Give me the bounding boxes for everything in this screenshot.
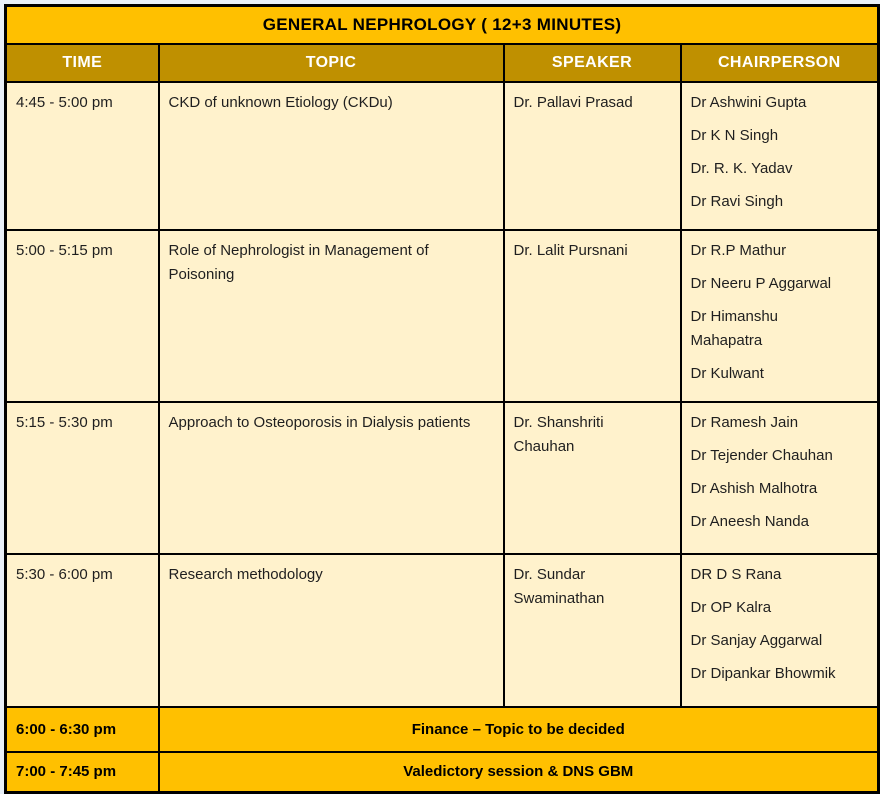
chairperson-name: Dr Tejender Chauhan xyxy=(690,446,833,464)
time-cell: 4:45 - 5:00 pm xyxy=(6,82,159,230)
session-row xyxy=(6,554,879,707)
title-row xyxy=(6,6,879,44)
footer-label: Valedictory session & DNS GBM xyxy=(159,752,879,793)
chairperson-name: Dr Ramesh Jain xyxy=(690,413,799,431)
chairperson-name: Dr OP Kalra xyxy=(690,598,772,616)
topic-cell: Role of Nephrologist in Management of Poisoning xyxy=(159,230,504,402)
chairperson-name: Dr K N Singh xyxy=(690,126,779,144)
topic-cell: Approach to Osteoporosis in Dialysis patients xyxy=(159,402,504,554)
session-row xyxy=(6,230,879,402)
chairperson-name: Dr Ashwini Gupta xyxy=(690,93,807,111)
chairperson-name: Dr Dipankar Bhowmik xyxy=(690,664,836,682)
chairperson-cell xyxy=(681,230,879,402)
chairperson-name: Dr Ravi Singh xyxy=(690,192,784,210)
table-title: GENERAL NEPHROLOGY ( 12+3 MINUTES) xyxy=(6,6,879,44)
speaker-cell: Dr. Shanshriti Chauhan xyxy=(504,402,681,554)
time-cell: 6:00 - 6:30 pm xyxy=(6,707,159,752)
footer-row-finance xyxy=(6,707,879,752)
topic-cell: CKD of unknown Etiology (CKDu) xyxy=(159,82,504,230)
column-header-chairperson: CHAIRPERSON xyxy=(681,44,879,82)
chairperson-name: DR D S Rana xyxy=(690,565,782,583)
session-row xyxy=(6,82,879,230)
chairperson-name: Dr. R. K. Yadav xyxy=(690,159,793,177)
speaker-cell: Dr. Pallavi Prasad xyxy=(504,82,681,230)
time-cell: 5:30 - 6:00 pm xyxy=(6,554,159,707)
chairperson-name: Dr Sanjay Aggarwal xyxy=(690,631,823,649)
time-cell: 5:15 - 5:30 pm xyxy=(6,402,159,554)
chairperson-cell xyxy=(681,402,879,554)
chairperson-name: Dr Kulwant xyxy=(690,364,764,382)
column-header-time: TIME xyxy=(6,44,159,82)
schedule-table xyxy=(4,4,880,794)
chairperson-name: Dr Aneesh Nanda xyxy=(690,512,809,530)
chairperson-cell xyxy=(681,554,879,707)
topic-cell: Research methodology xyxy=(159,554,504,707)
chairperson-name: Dr Neeru P Aggarwal xyxy=(690,274,832,292)
footer-label: Finance – Topic to be decided xyxy=(159,707,879,752)
chairperson-name: Dr R.P Mathur xyxy=(690,241,787,259)
chairperson-name: Dr Himanshu Mahapatra xyxy=(690,307,779,349)
column-header-speaker: SPEAKER xyxy=(504,44,681,82)
footer-row-valedictory xyxy=(6,752,879,793)
column-header-row xyxy=(6,44,879,82)
session-row xyxy=(6,402,879,554)
speaker-cell: Dr. Lalit Pursnani xyxy=(504,230,681,402)
chairperson-name: Dr Ashish Malhotra xyxy=(690,479,818,497)
speaker-cell: Dr. Sundar Swaminathan xyxy=(504,554,681,707)
time-cell: 5:00 - 5:15 pm xyxy=(6,230,159,402)
column-header-topic: TOPIC xyxy=(159,44,504,82)
chairperson-cell xyxy=(681,82,879,230)
time-cell: 7:00 - 7:45 pm xyxy=(6,752,159,793)
